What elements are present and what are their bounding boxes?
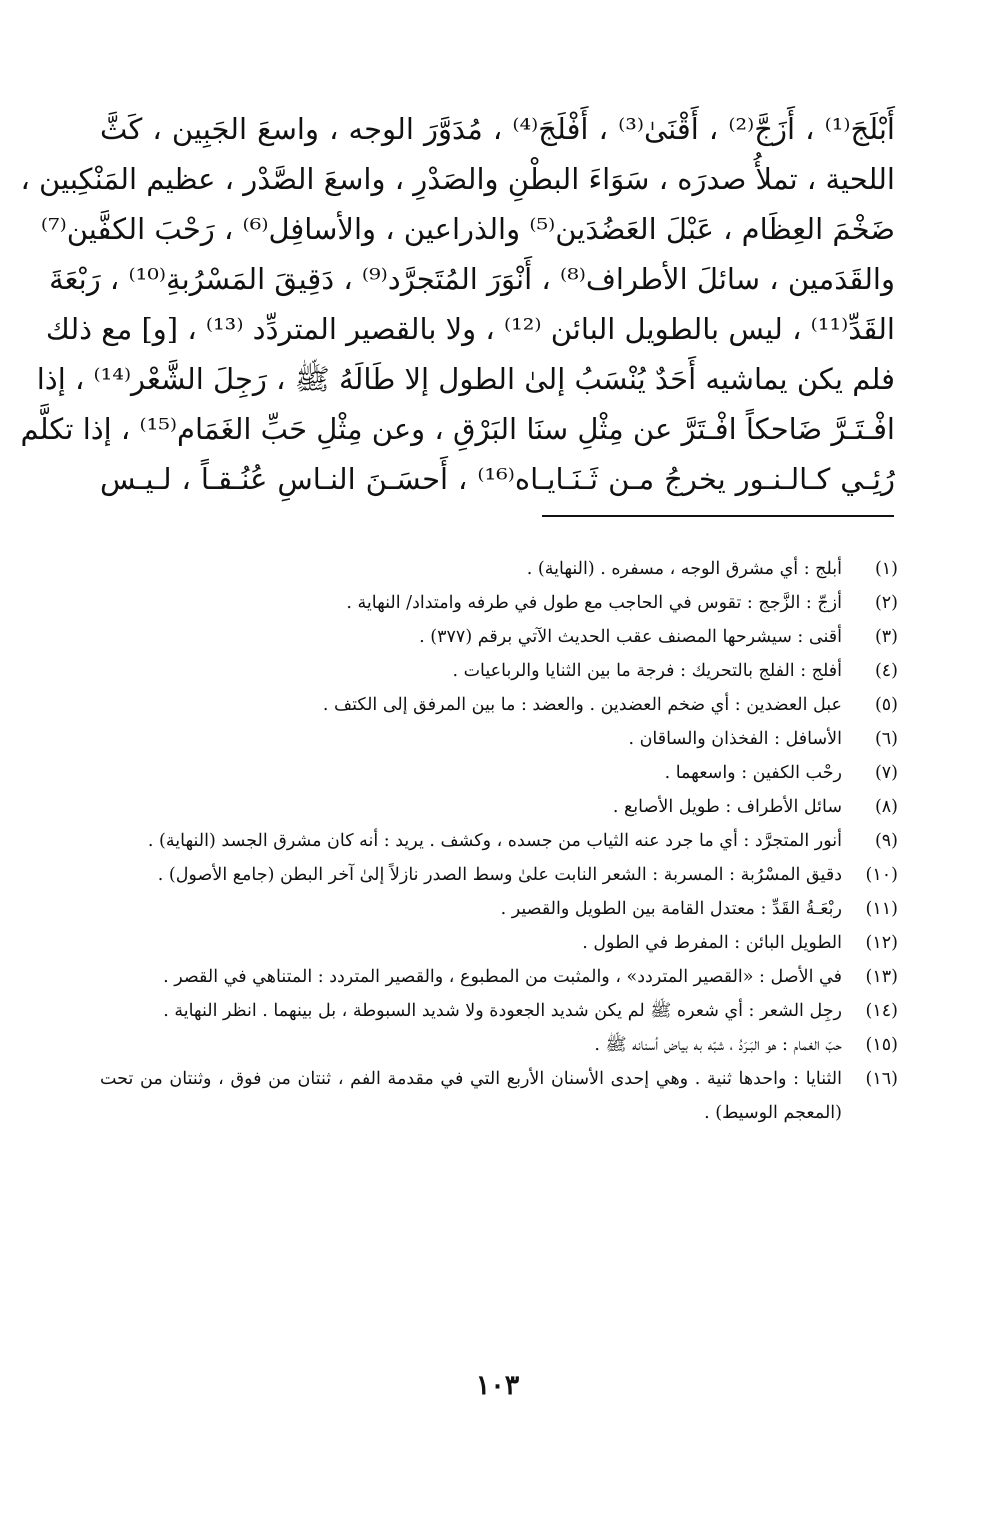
footnote-text: الطويل البائن : المفرط في الطول . [582,933,842,953]
footnote-text: دقيق المسْرُبة : المسربة : الشعر النابت علىٰ وسط الصدر نازلاً إلىٰ آخر البطن (جامع الأصول) . [157,865,842,885]
footnote-number: (٨) [874,797,898,817]
footnote-text: أفلج : الفلج بالتحريك : فرجة ما بين الثنايا والرباعيات . [452,661,842,681]
main-text-line: أَبْلَجَ⁽¹⁾ ، أَزَجَّ⁽²⁾ ، أَقْنَىٰ⁽³⁾ ، أَفْلَجَ⁽⁴⁾ ، مُدَوَّرَ الوجه ، واسعَ الجَبِين ، كَثَّ [100,112,895,146]
footnote-text: الثنايا : واحدها ثنية . وهي إحدى الأسنان الأربع التي في مقدمة الفم ، ثنتان من فوق ، وثنتان من تحت (المعجم الوسيط) . [100,1069,842,1123]
footnote-number: (٣) [874,627,898,647]
page-number: ١٠٣ [475,1370,520,1401]
footnote-item [100,654,898,688]
main-text-line: افْـتَـرَّ ضَاحكاً افْـتَرَّ عن مِثْلِ سنَا البَرْقِ ، وعن مِثْلِ حَبِّ الغَمَام⁽¹⁵⁾ ، إذا تكلَّم [20,412,895,446]
footnote-item [100,824,898,858]
footnote-item [100,586,898,620]
footnote-number: (١٠) [865,865,898,885]
footnote-number: (١٢) [865,933,898,953]
footnote-text: أنور المتجرَّد : أي ما جرد عنه الثياب من جسده ، وكشف . يريد : أنه كان مشرق الجسد (النهاية) . [147,831,842,851]
main-text-line: والقَدَمين ، سائلَ الأطراف⁽⁸⁾ ، أَنْوَرَ المُتَجرَّد⁽⁹⁾ ، دَقِيقَ المَسْرُبةِ⁽¹⁰⁾ ، رَبْعَةَ [49,262,895,296]
footnote-text: ربْعَـةُ القَدِّ : معتدل القامة بين الطويل والقصير . [500,899,842,919]
footnote-number: (١١) [865,899,898,919]
footnote-text: أقنى : سيشرحها المصنف عقب الحديث الآتي برقم (٣٧٧) . [419,627,842,647]
footnote-text: حبّ الغمام : هو البَـرَدُ ، شبّه به بياض أسنانه ﷺ . [594,1035,842,1055]
main-text-line: ضَخْمَ العِظَام ، عَبْلَ العَضُدَين⁽⁵⁾ والذراعين ، والأسافِل⁽⁶⁾ ، رَحْبَ الكفَّين⁽⁷⁾ [40,212,895,246]
main-text-line: رُئِـي كـالـنـور يخرجُ مـن ثَـنَـايـاه⁽¹⁶⁾ ، أَحسَـنَ النـاسِ عُنُـقـاً ، لـيـس [100,462,896,496]
footnote-item [100,688,898,722]
footnote-number: (١٦) [865,1069,898,1089]
footnote-text: سائل الأطراف : طويل الأصابع . [612,797,842,817]
footnote-item [100,1028,898,1062]
footnote-number: (٢) [874,593,898,613]
footnote-number: (١٤) [865,1001,898,1021]
main-text-line: اللحية ، تملأُ صدرَه ، سَوَاءَ البطْنِ والصَدْرِ ، واسعَ الصَّدْر ، عظيم المَنْكِبين ، [20,162,895,196]
footnote-text: أبلج : أي مشرق الوجه ، مسفره . (النهاية) . [526,559,842,579]
footnote-text: رجِل الشعر : أي شعره ﷺ لم يكن شديد الجعودة ولا شديد السبوطة ، بل بينهما . انظر النهاية . [163,1001,842,1021]
footnote-item [100,722,898,756]
footnote-text: الأسافل : الفخذان والساقان . [628,729,842,749]
footnote-number: (٧) [874,763,898,783]
footnote-text: في الأصل : «القصير المتردد» ، والمثبت من المطبوع ، والقصير المتردد : المتناهي في القصر . [163,967,842,987]
footnotes [100,552,898,1130]
footnote-item [100,620,898,654]
footnote-item [100,756,898,790]
footnote-number: (٩) [874,831,898,851]
footnote-item [100,790,898,824]
footnote-number: (٦) [874,729,898,749]
footnote-item [100,858,898,892]
main-text-line: القَدِّ⁽¹¹⁾ ، ليس بالطويل البائن ⁽¹²⁾ ، ولا بالقصير المتردِّد ⁽¹³⁾ ، [و] مع ذلك [45,312,895,346]
footnote-number: (١٣) [865,967,898,987]
footnote-number: (١٥) [865,1035,898,1055]
footnote-item [100,994,898,1028]
footnote-number: (٥) [874,695,898,715]
footnote-number: (١) [874,559,898,579]
footnote-text: عبل العضدين : أي ضخم العضدين . والعضد : ما بين المرفق إلى الكتف . [322,695,842,715]
main-text-line: فلم يكن يماشيه أَحَدٌ يُنْسَبُ إلىٰ الطول إلا طَالَهُ ﷺ ، رَجِلَ الشَّعْر⁽¹⁴⁾ ، إذا [36,362,895,396]
footnote-item [100,552,898,586]
footnote-item [100,926,898,960]
footnote-separator [542,515,894,517]
footnote-item [100,1062,898,1130]
footnote-number: (٤) [874,661,898,681]
main-text [20,104,896,504]
footnote-text: أزجّ : الزَّجج : تقوس في الحاجب مع طول في طرفه وامتداد/ النهاية . [346,593,842,613]
footnote-item [100,892,898,926]
footnote-text: رحْب الكفين : واسعهما . [664,763,842,783]
footnote-item [100,960,898,994]
